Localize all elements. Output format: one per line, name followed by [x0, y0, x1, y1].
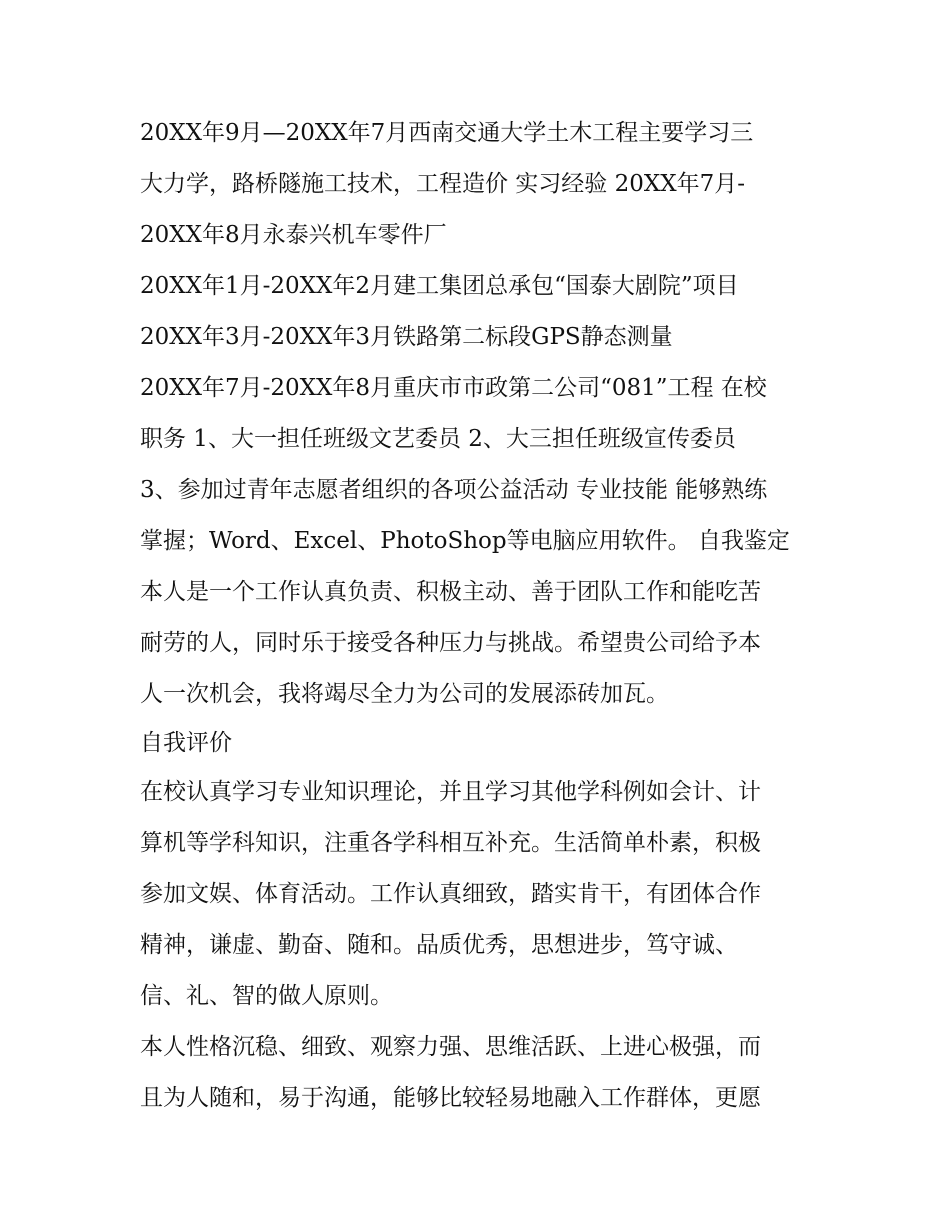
text-line: 20XX年7月-20XX年8月重庆市市政第二公司“081”工程 在校: [140, 375, 767, 401]
text-line: 3、参加过青年志愿者组织的各项公益活动 专业技能 能够熟练: [140, 477, 768, 503]
text-line: 本人性格沉稳、细致、观察力强、思维活跃、上进心极强，而: [140, 1034, 761, 1060]
text-line: 人一次机会，我将竭尽全力为公司的发展添砖加瓦。: [140, 681, 669, 707]
text-line: 算机等学科知识，注重各学科相互补充。生活简单朴素，积极: [140, 830, 761, 856]
text-line: 大力学，路桥隧施工技术，工程造价 实习经验 20XX年7月-: [140, 171, 746, 197]
text-line: 20XX年1月-20XX年2月建工集团总承包“国泰大剧院”项目: [140, 273, 739, 299]
text-line: 耐劳的人，同时乐于接受各种压力与挑战。希望贵公司给予本: [140, 630, 761, 656]
text-line: 精神，谦虚、勤奋、随和。品质优秀，思想进步，笃守诚、: [140, 932, 738, 958]
text-line: 信、礼、智的做人原则。: [140, 983, 393, 1009]
text-line: 20XX年8月永泰兴机车零件厂: [140, 222, 447, 248]
text-line: 且为人随和，易于沟通，能够比较轻易地融入工作群体，更愿: [140, 1085, 761, 1111]
text-line: 职务 1、大一担任班级文艺委员 2、大三担任班级宣传委员: [140, 426, 736, 452]
text-line: 20XX年3月-20XX年3月铁路第二标段GPS静态测量: [140, 324, 673, 350]
document-body: [140, 108, 840, 1124]
section-heading: 自我评价: [140, 730, 232, 756]
text-line: 20XX年9月—20XX年7月西南交通大学土木工程主要学习三: [140, 120, 754, 146]
text-line: 掌握；Word、Excel、PhotoShop等电脑应用软件。 自我鉴定: [140, 528, 790, 554]
text-line: 本人是一个工作认真负责、积极主动、善于团队工作和能吃苦: [140, 579, 761, 605]
text-line: 在校认真学习专业知识理论，并且学习其他学科例如会计、计: [140, 779, 761, 805]
text-line: 参加文娱、体育活动。工作认真细致，踏实肯干，有团体合作: [140, 881, 761, 907]
